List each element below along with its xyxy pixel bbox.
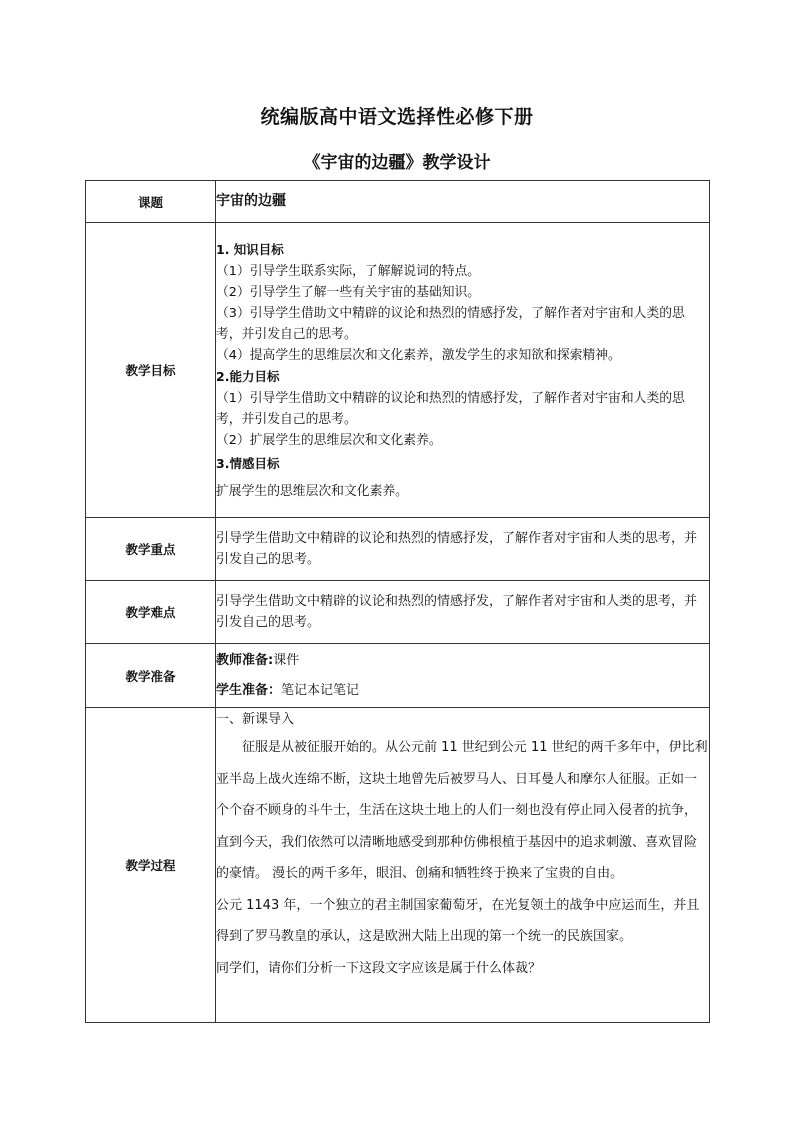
process-question: 同学们，请你们分析一下这段文字应该是属于什么体裁？ bbox=[216, 960, 542, 976]
row-label-topic: 课题 bbox=[86, 181, 216, 223]
table-row-key-points bbox=[86, 518, 710, 581]
knowledge-item-3: （3）引导学生借助文中精辟的议论和热烈的情感抒发，了解作者对宇宙和人类的思考，并引发自己的思考。 bbox=[216, 305, 685, 342]
teacher-preparation-value: 课件 bbox=[273, 652, 300, 668]
objectives-cell bbox=[216, 223, 710, 518]
process-paragraph-2: 公元 1143 年，一个独立的君主制国家葡萄牙，在光复领土的战争中应运而生，并且得到了罗马教皇的承认，这是欧洲大陆上出现的第一个统一的民族国家。 bbox=[216, 897, 700, 944]
table-row-difficulties bbox=[86, 581, 710, 644]
lesson-plan-table bbox=[85, 180, 710, 1023]
knowledge-item-4: （4）提高学生的思维层次和文化素养，激发学生的求知欲和探索精神。 bbox=[216, 347, 621, 363]
knowledge-item-2: （2）引导学生了解一些有关宇宙的基础知识。 bbox=[216, 284, 481, 300]
process-paragraph-1: 征服是从被征服开始的。从公元前 11 世纪到公元 11 世纪的两千多年中，伊比利亚半岛上战火连绵不断，这块土地曾先后被罗马人、日耳曼人和摩尔人征服。正如一个个奋不顾身的斗牛士，生活在这块土地上的人们一刻也没有停止同入侵者的抗争，直到今天，我们依然可以清晰地感受到那种仿佛根植于基因中的追求刺激、喜欢冒险的豪情。 漫长的两千多年，眼泪、创痛和牺牲终于换来了宝贵的自由。 bbox=[216, 740, 708, 881]
teacher-preparation-label: 教师准备: bbox=[216, 652, 274, 668]
table-row-process bbox=[86, 708, 710, 1023]
teacher-preparation bbox=[216, 646, 709, 676]
ability-heading: 2.能力目标 bbox=[216, 368, 280, 384]
page-title: 统编版高中语文选择性必修下册 bbox=[260, 106, 534, 128]
emotion-text: 扩展学生的思维层次和文化素养。 bbox=[216, 483, 408, 499]
table-row-objectives bbox=[86, 223, 710, 518]
difficulties-text: 引导学生借助文中精辟的议论和热烈的情感抒发，了解作者对宇宙和人类的思考，并引发自己的思考。 bbox=[216, 581, 710, 644]
ability-item-1: （1）引导学生借助文中精辟的议论和热烈的情感抒发，了解作者对宇宙和人类的思考，并引发自己的思考。 bbox=[216, 390, 685, 427]
table-row-preparation bbox=[86, 644, 710, 708]
key-points-text: 引导学生借助文中精辟的议论和热烈的情感抒发，了解作者对宇宙和人类的思考，并引发自己的思考。 bbox=[216, 518, 710, 581]
row-label-difficulties: 教学难点 bbox=[86, 581, 216, 644]
page-subtitle: 《宇宙的边疆》教学设计 bbox=[303, 153, 491, 173]
row-label-key-points: 教学重点 bbox=[86, 518, 216, 581]
emotion-heading: 3.情感目标 bbox=[216, 455, 280, 471]
knowledge-item-1: （1）引导学生联系实际，了解解说词的特点。 bbox=[216, 263, 481, 279]
student-preparation bbox=[216, 676, 709, 706]
knowledge-heading: 1. 知识目标 bbox=[216, 241, 284, 257]
student-preparation-label: 学生准备： bbox=[216, 682, 282, 698]
process-cell bbox=[216, 708, 710, 1023]
ability-item-2: （2）扩展学生的思维层次和文化素养。 bbox=[216, 432, 442, 448]
student-preparation-value: 笔记本记笔记 bbox=[281, 682, 360, 698]
topic-value: 宇宙的边疆 bbox=[216, 193, 286, 209]
row-label-process: 教学过程 bbox=[86, 708, 216, 1023]
row-label-preparation: 教学准备 bbox=[86, 644, 216, 708]
row-label-objectives: 教学目标 bbox=[86, 223, 216, 518]
preparation-cell bbox=[216, 644, 710, 708]
topic-value-cell bbox=[216, 181, 710, 223]
process-section-heading: 一、新课导入 bbox=[216, 712, 295, 727]
table-row-topic bbox=[86, 181, 710, 223]
